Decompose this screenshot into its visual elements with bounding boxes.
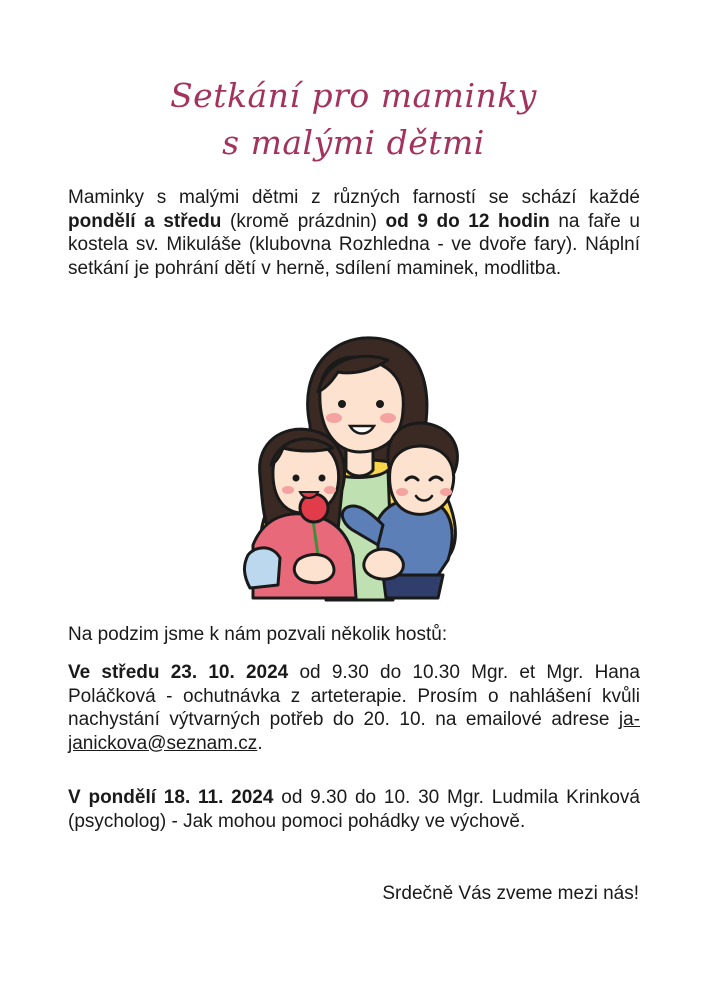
- mother-hugging-children-illustration: [238, 330, 468, 602]
- event-2-date: V pondělí 18. 11. 2024: [68, 787, 274, 808]
- title-line-2: s malými dětmi: [222, 123, 485, 162]
- intro-text-3: na faře u kostela sv. Mikuláše (klubovna Rozhledna - ve dvoře fary). Náplní setkání je pohrání dětí v herně, sdílení maminek, modlitba.: [68, 210, 640, 279]
- event-1: [68, 661, 640, 755]
- page-title: [0, 72, 707, 166]
- intro-hours: od 9 do 12 hodin: [385, 210, 550, 232]
- boy-face: [390, 446, 454, 514]
- intro-text-1: Maminky s malými dětmi z různých farností se schází každé: [68, 187, 640, 208]
- event-2: [68, 786, 640, 833]
- intro-paragraph: [68, 186, 640, 280]
- closing-line: Srdečně Vás zveme mezi nás!: [382, 883, 639, 904]
- event-1-end: .: [257, 732, 263, 754]
- email-link[interactable]: ja-janickova@seznam.cz: [68, 709, 640, 754]
- guests-intro: Na podzim jsme k nám pozvali několik hostů:: [68, 624, 448, 645]
- intro-days: pondělí a středu: [68, 210, 222, 232]
- carnation-flower: [300, 494, 328, 522]
- title-line-1: Setkání pro maminky: [170, 76, 537, 115]
- event-1-date: Ve středu 23. 10. 2024: [68, 662, 289, 683]
- intro-text-2: (kromě prázdnin): [221, 210, 386, 232]
- event-2-text: od 9.30 do 10. 30 Mgr. Ludmila Krinková (psycholog) - Jak mohou pomoci pohádky ve výchově.: [68, 787, 641, 832]
- event-1-text: od 9.30 do 10.30 Mgr. et Mgr. Hana Poláčková - ochutnávka z arteterapie. Prosím o nahlášení kvůli nachystání výtvarných potřeb do 20. 10. na emailové adrese: [68, 662, 640, 730]
